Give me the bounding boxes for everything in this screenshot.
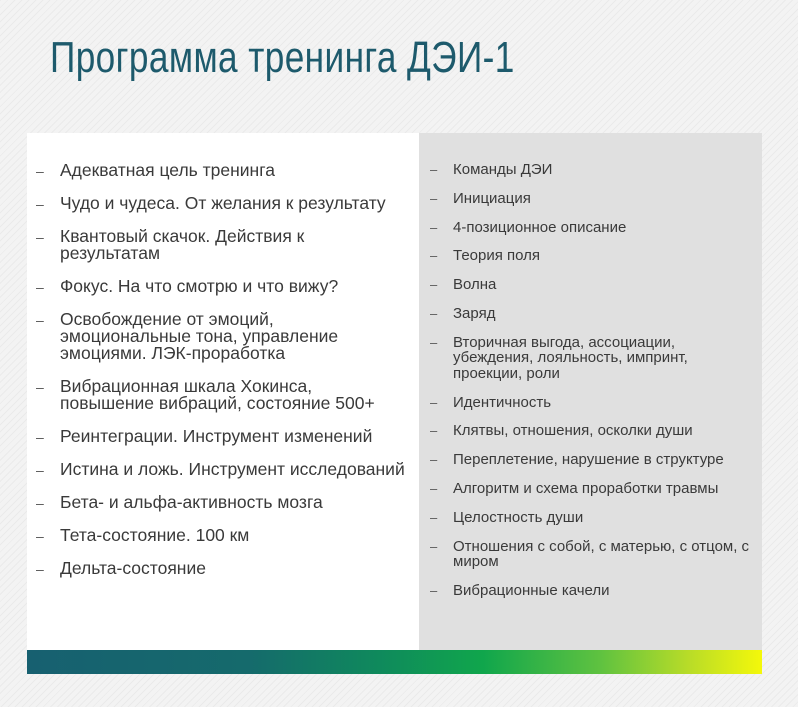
dash-bullet-icon: – (430, 219, 438, 235)
dash-bullet-icon: – (430, 190, 438, 206)
list-item: – Дельта-состояние (36, 558, 206, 578)
dash-bullet-icon: – (430, 394, 438, 410)
list-item: – Квантовый скачок. Действия к результатам (36, 226, 305, 263)
dash-bullet-icon: – (430, 162, 438, 177)
list-item: – Отношения с собой, с матерью, с отцом, с миром (430, 537, 750, 571)
list-item: – Клятвы, отношения, осколки души (430, 422, 693, 440)
list-item: – Теория поля (430, 247, 541, 265)
dash-bullet-icon: – (430, 423, 438, 439)
list-item: – Инициация (430, 189, 531, 207)
dash-bullet-icon: – (36, 379, 44, 395)
list-item: – Идентичность (430, 393, 552, 411)
list-item: – Реинтеграции. Инструмент изменений (36, 426, 373, 446)
list-item: – Алгоритм и схема проработки травмы (430, 479, 719, 497)
list-item: – Чудо и чудеса. От желания к результату (36, 193, 386, 213)
dash-bullet-icon: – (36, 495, 44, 511)
gradient-footer-bar (27, 650, 762, 674)
dash-bullet-icon: – (36, 561, 44, 577)
left-program-list (36, 162, 406, 593)
dash-bullet-icon: – (430, 248, 438, 264)
dash-bullet-icon: – (36, 462, 44, 478)
list-item: – Фокус. На что смотрю и что вижу? (36, 276, 339, 296)
list-item: – Вибрационная шкала Хокинса, повышение вибраций, состояние 500+ (36, 376, 375, 413)
page-title: Программа тренинга ДЭИ-1 (50, 33, 515, 82)
dash-bullet-icon: – (36, 229, 44, 245)
dash-bullet-icon: – (36, 196, 44, 212)
dash-bullet-icon: – (430, 452, 438, 468)
dash-bullet-icon: – (430, 334, 438, 350)
right-program-list (430, 162, 750, 612)
dash-bullet-icon: – (430, 305, 438, 321)
dash-bullet-icon: – (36, 279, 44, 295)
dash-bullet-icon: – (430, 509, 438, 525)
list-item: – Заряд (430, 304, 496, 322)
dash-bullet-icon: – (430, 277, 438, 293)
list-item: – Вибрационные качели (430, 581, 610, 599)
list-item: – Тета-состояние. 100 км (36, 525, 250, 545)
dash-bullet-icon: – (36, 163, 44, 179)
list-item: – Вторичная выгода, ассоциации, убеждения, лояльность, импринт, проекции, роли (430, 333, 688, 382)
dash-bullet-icon: – (36, 312, 44, 328)
dash-bullet-icon: – (430, 538, 438, 554)
list-item: – Переплетение, нарушение в структуре (430, 451, 724, 469)
dash-bullet-icon: – (36, 528, 44, 544)
list-item: – Целостность души (430, 508, 584, 526)
dash-bullet-icon: – (430, 480, 438, 496)
list-item: – Истина и ложь. Инструмент исследований (36, 459, 405, 479)
dash-bullet-icon: – (36, 429, 44, 445)
list-item: – Волна (430, 276, 497, 294)
list-item: – Освобождение от эмоций, эмоциональные тона, управление эмоциями. ЛЭК-проработка (36, 309, 339, 363)
dash-bullet-icon: – (430, 582, 438, 598)
list-item: – Адекватная цель тренинга (36, 160, 275, 180)
list-item: – 4-позиционное описание (430, 218, 627, 236)
list-item: – Команды ДЭИ (430, 161, 553, 178)
list-item: – Бета- и альфа-активность мозга (36, 492, 323, 512)
